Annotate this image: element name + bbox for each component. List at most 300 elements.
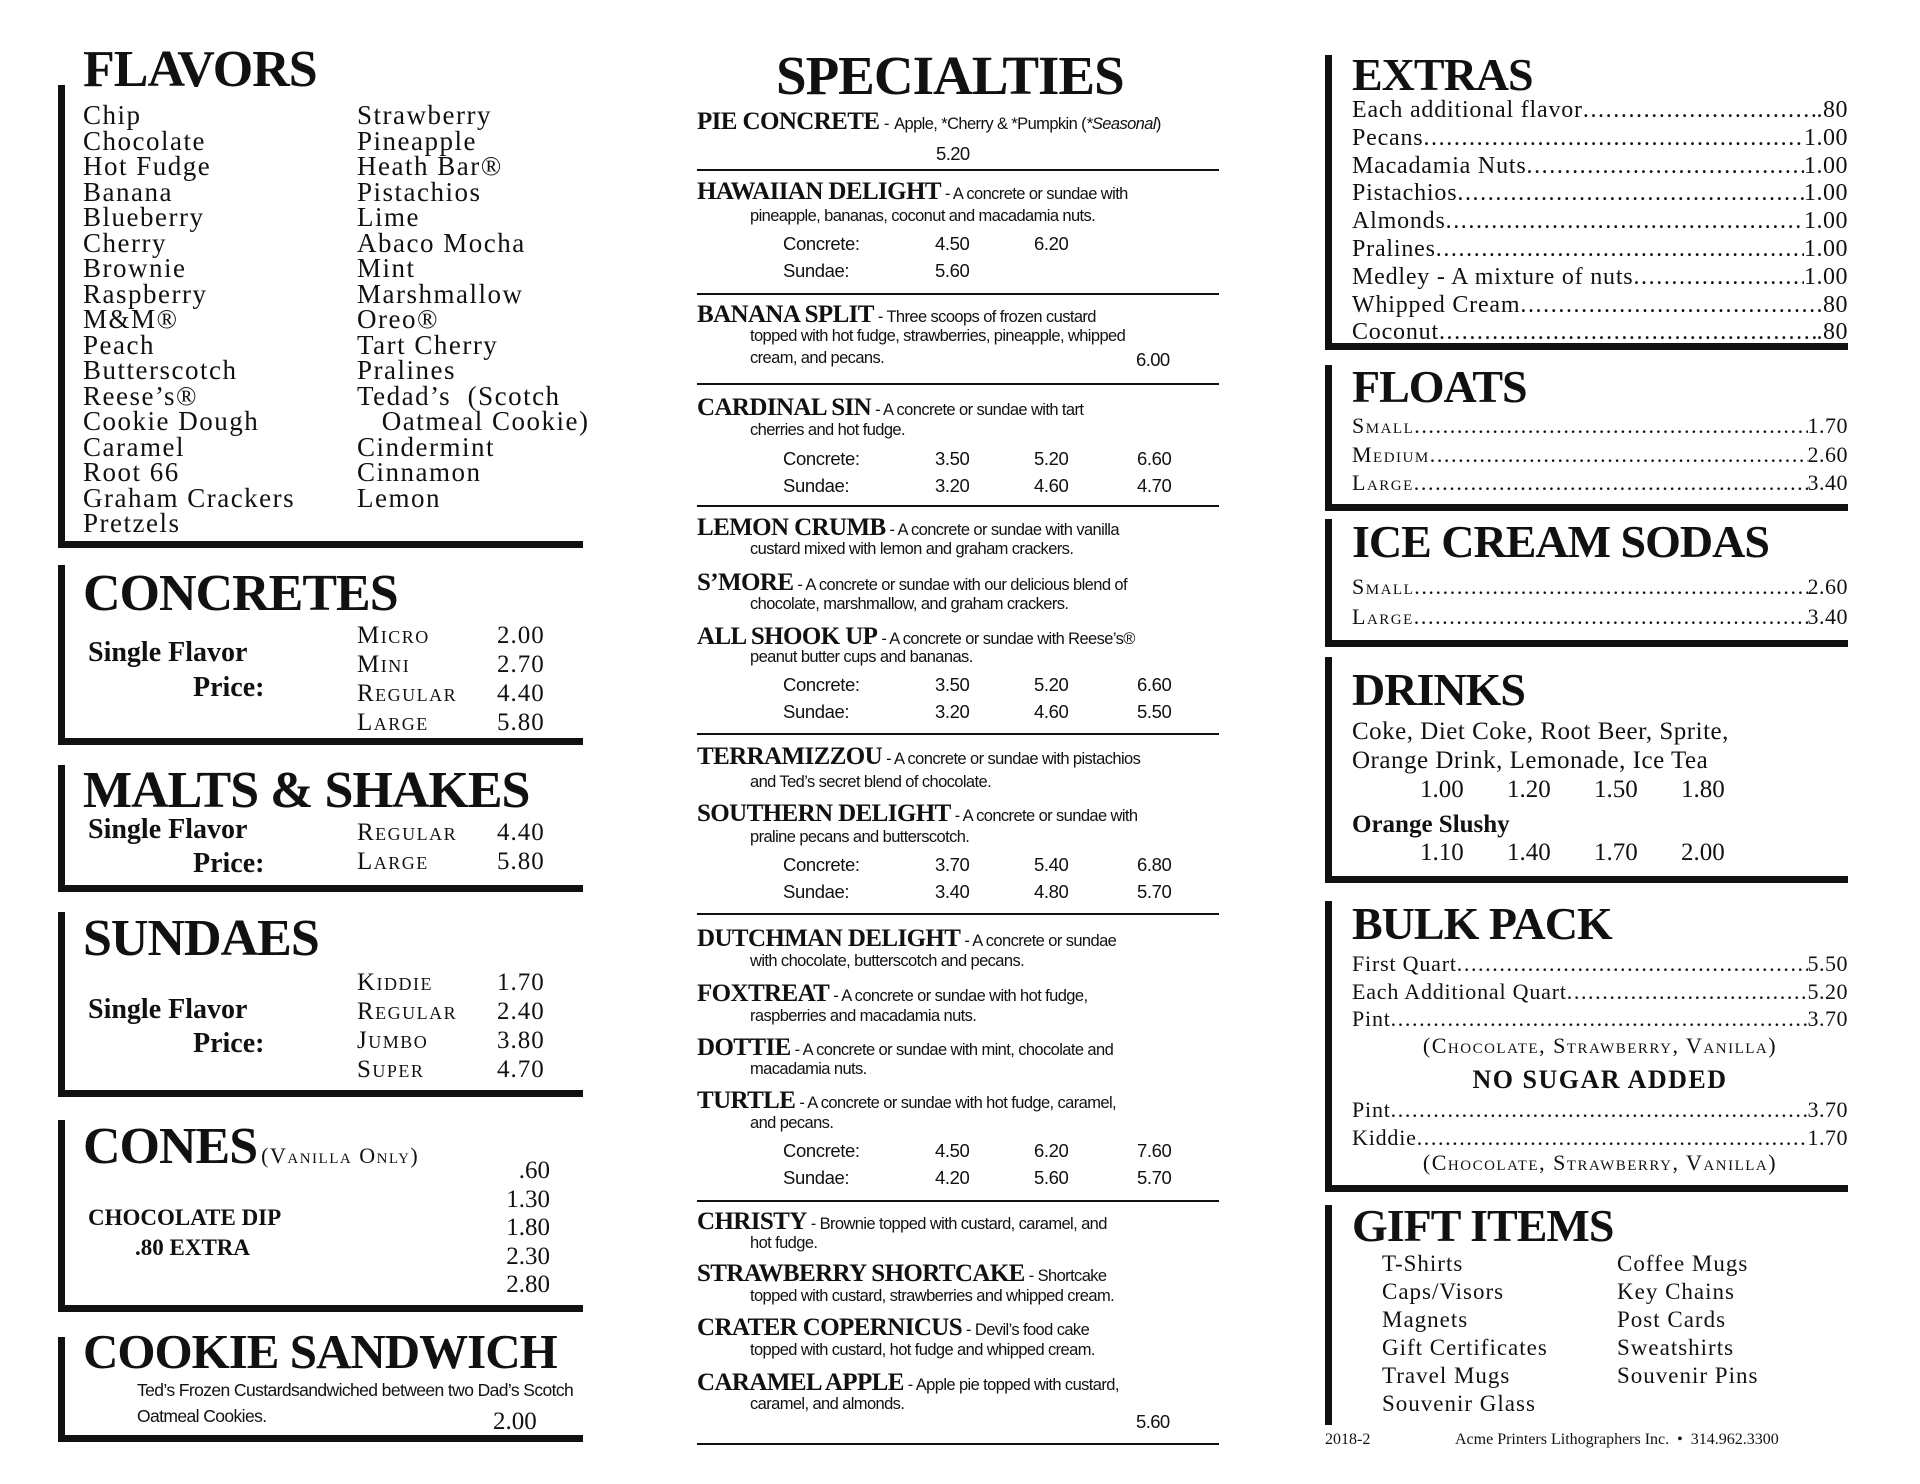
flavors-title: FLAVORS: [83, 41, 317, 98]
dot-leader: [1391, 1096, 1808, 1124]
malts-size-table: [357, 818, 545, 876]
specialty-desc: - Three scoops of frozen custard: [873, 308, 1096, 326]
item-price: .80: [1816, 291, 1848, 318]
price-line: [1352, 264, 1848, 292]
item-price: 3.40: [1807, 604, 1848, 629]
specialty-name: LEMON CRUMB: [697, 514, 886, 541]
specialty-southern: [697, 802, 1237, 829]
specialties-title: SPECIALTIES: [776, 45, 1124, 106]
flavor-item: Caramel: [83, 431, 185, 462]
price-table-value: 5.20: [1034, 674, 1069, 695]
item-name: Almonds: [1352, 208, 1446, 235]
specialty-name: STRAWBERRY SHORTCAKE: [697, 1260, 1025, 1287]
specialty-name: S’MORE: [697, 569, 794, 596]
sundaes-label: Single Flavor: [88, 994, 248, 1025]
flavor-item: Pralines: [357, 355, 456, 385]
chocolate-dip-label: CHOCOLATE DIP: [88, 1205, 282, 1230]
concretes-title: CONCRETES: [83, 565, 398, 622]
specialty-desc: - A concrete or sundae with vanilla: [885, 521, 1119, 539]
no-sugar-list: [1352, 1096, 1848, 1151]
item-name: Small: [1352, 574, 1415, 599]
orange-slushy-label: Orange Slushy: [1352, 811, 1510, 838]
item-price: 1.00: [1804, 235, 1848, 262]
specialty-desc-line: 6.00: [1136, 349, 1170, 370]
item-price: 5.50: [1807, 951, 1848, 976]
cookie-desc-line-2: Oatmeal Cookies.: [137, 1406, 267, 1426]
size-name: Regular: [357, 998, 458, 1025]
no-sugar-added-label: NO SUGAR ADDED: [1472, 1065, 1728, 1094]
specialty-desc: - Apple pie topped with custard,: [903, 1376, 1119, 1394]
specialty-name: DUTCHMAN DELIGHT: [697, 925, 961, 952]
printer-credit: Acme Printers Lithographers Inc. • 314.962.3300: [1455, 1431, 1779, 1448]
price-line: [1352, 153, 1848, 181]
specialty-desc-line: caramel, and almonds.: [750, 1395, 905, 1413]
cookie-desc-line-1: Ted’s Frozen Custardsandwiched between two Dad’s Scotch: [137, 1380, 574, 1400]
item-name: Coconut: [1352, 319, 1439, 346]
size-name: Jumbo: [357, 1027, 429, 1054]
item-name: First Quart: [1352, 951, 1457, 976]
item-name: Each additional flavor: [1352, 97, 1583, 123]
size-row: [357, 968, 545, 997]
price-table-label: Concrete:: [783, 233, 860, 254]
bulk-pack-title: BULK PACK: [1352, 898, 1612, 949]
price-line: [1352, 1124, 1848, 1152]
specialty-caramel: [697, 1371, 1237, 1398]
sodas-title: ICE CREAM SODAS: [1352, 516, 1769, 567]
size-row: [357, 650, 545, 679]
drink-price: 1.40: [1507, 839, 1551, 866]
price-line: [1352, 572, 1848, 602]
seasonal-note: *Seasonal: [1086, 115, 1156, 133]
specialty-dutch: [697, 927, 1237, 954]
cones-title: CONES: [83, 1118, 258, 1175]
sundaes-size-table: [357, 968, 545, 1084]
item-name: Each Additional Quart: [1352, 978, 1567, 1004]
price-table-value: 5.60: [935, 259, 970, 281]
drinks-prices: [1420, 776, 1768, 804]
item-price: 1.00: [1804, 208, 1848, 235]
size-price: 2.70: [497, 651, 545, 678]
item-name: Macadamia Nuts: [1352, 152, 1527, 179]
price-line: [1352, 1096, 1848, 1124]
dot-leader: [1430, 441, 1808, 470]
price-table-label: Concrete:: [783, 1140, 860, 1161]
gift-item: Magnets: [1382, 1307, 1469, 1332]
bulk-flavors-note: (Chocolate, Strawberry, Vanilla): [1422, 1033, 1778, 1058]
price-table-value: 3.50: [935, 448, 970, 469]
specialty-name: CARAMEL APPLE: [697, 1369, 904, 1396]
specialty-hawaiian: [697, 180, 1237, 207]
sundaes-price-label: Price:: [193, 1028, 265, 1059]
flavor-item: Marshmallow: [357, 278, 524, 309]
specialty-name: TERRAMIZZOU: [697, 743, 883, 770]
price-line: [1352, 469, 1848, 498]
item-price: 1.70: [1807, 1124, 1848, 1150]
price-table-label: Concrete:: [783, 674, 860, 695]
specialty-desc-line: and pecans.: [750, 1114, 834, 1132]
flavor-item: Oreo®: [357, 304, 439, 334]
price-table-value: 4.70: [1137, 474, 1172, 496]
specialty-desc-line: hot fudge.: [750, 1234, 818, 1252]
section-divider: [697, 169, 1219, 171]
size-row: [357, 679, 545, 708]
specialty-name: CRATER COPERNICUS: [697, 1314, 963, 1341]
gift-item: Travel Mugs: [1382, 1363, 1511, 1388]
floats-list: [1352, 412, 1848, 498]
size-price: 5.80: [497, 709, 545, 736]
gift-item: Post Cards: [1617, 1307, 1727, 1332]
dot-leader: [1436, 236, 1804, 264]
specialty-desc-line: raspberries and macadamia nuts.: [750, 1007, 977, 1025]
item-price: 2.60: [1807, 441, 1848, 467]
size-price: 5.80: [497, 848, 545, 875]
concretes-label: Single Flavor: [88, 637, 248, 668]
specialty-desc-close: ): [1155, 115, 1162, 133]
item-price: 1.00: [1804, 180, 1848, 207]
specialty-desc-line: 5.60: [1136, 1411, 1170, 1432]
section-divider: [697, 733, 1219, 735]
gift-item: Souvenir Pins: [1617, 1363, 1759, 1388]
specialty-name: SOUTHERN DELIGHT: [697, 800, 951, 827]
gift-item: Coffee Mugs: [1617, 1251, 1749, 1276]
specialty-name: PIE CONCRETE: [697, 108, 880, 135]
item-name: Large: [1352, 604, 1414, 629]
size-row: [357, 847, 545, 876]
gift-item: Gift Certificates: [1382, 1335, 1548, 1360]
specialty-banana: [697, 303, 1237, 330]
price-line: [1352, 180, 1848, 208]
concretes-size-table: [357, 621, 545, 737]
drinks-title: DRINKS: [1352, 664, 1525, 715]
price-table-value: 5.20: [1034, 448, 1069, 469]
price-table-label: Concrete:: [783, 448, 860, 469]
flavor-item: Brownie: [83, 253, 187, 283]
specialty-desc: - A concrete or sundae with: [950, 807, 1138, 825]
specialty-cardinal: [697, 396, 1237, 423]
specialty-pie: [697, 110, 1161, 137]
orange-slushy-prices: [1420, 839, 1768, 867]
price-table-value: 6.60: [1137, 448, 1172, 469]
price-line: [1352, 208, 1848, 236]
dot-leader: [1567, 978, 1808, 1006]
price-table-value: 5.70: [1137, 880, 1172, 902]
specialty-name: TURTLE: [697, 1087, 796, 1114]
flavor-item: Pineapple: [357, 125, 477, 156]
specialty-name: CARDINAL SIN: [697, 394, 872, 421]
specialty-smore: [697, 571, 1237, 598]
size-price: 4.70: [497, 1056, 545, 1083]
gift-item: Key Chains: [1617, 1279, 1735, 1304]
cones-subtitle: (Vanilla Only): [261, 1143, 420, 1168]
specialty-dash: -: [879, 115, 895, 133]
drink-price: 1.50: [1594, 776, 1638, 803]
price-table-value: 6.80: [1137, 854, 1172, 875]
size-price: 4.40: [497, 680, 545, 707]
flavor-item: Lemon: [357, 482, 441, 513]
specialty-desc: - A concrete or sundae with: [940, 185, 1128, 203]
drink-price: 1.70: [1594, 839, 1638, 866]
specialty-desc-line: 5.20: [936, 143, 970, 164]
specialty-desc-line: chocolate, marshmallow, and graham crackers.: [750, 595, 1069, 613]
specialty-name: FOXTREAT: [697, 980, 830, 1007]
item-name: Small: [1352, 413, 1415, 438]
specialty-desc-line: praline pecans and butterscotch.: [750, 828, 970, 846]
size-name: Large: [357, 709, 429, 736]
specialty-turtle: [697, 1089, 1237, 1116]
price-table-value: 6.60: [1137, 674, 1172, 695]
specialty-desc: - Brownie topped with custard, caramel, and: [806, 1215, 1107, 1233]
flavor-item: Heath Bar®: [357, 151, 503, 181]
price-line: [1352, 97, 1848, 125]
extras-list: [1352, 97, 1848, 347]
specialty-name: HAWAIIAN DELIGHT: [697, 178, 941, 205]
gift-list-right: [1617, 1250, 1758, 1390]
size-row: [357, 818, 545, 847]
price-table-value: 4.50: [935, 1140, 970, 1161]
size-name: Mini: [357, 651, 411, 678]
flavor-item: Peach: [83, 329, 155, 360]
chocolate-dip-price: .80 EXTRA: [135, 1235, 251, 1260]
dot-leader: [1526, 153, 1804, 181]
price-table-label: Sundae:: [783, 880, 850, 902]
size-name: Micro: [357, 622, 430, 649]
price-table-label: Sundae:: [783, 259, 850, 281]
price-table-value: 7.60: [1137, 1140, 1172, 1161]
specialty-desc-line: with chocolate, butterscotch and pecans.: [750, 952, 1025, 970]
flavor-item: Reese’s®: [83, 380, 198, 411]
flavor-item: Chip: [83, 100, 142, 130]
cone-price: 1.80: [506, 1214, 550, 1241]
size-name: Kiddie: [357, 969, 434, 996]
specialty-desc-line: peanut butter cups and bananas.: [750, 648, 973, 666]
price-table-value: 6.20: [1034, 233, 1069, 254]
price-table-value: 5.70: [1137, 1166, 1172, 1188]
dot-leader: [1457, 180, 1804, 208]
specialty-lemon: [697, 516, 1237, 543]
item-name: Medium: [1352, 441, 1430, 467]
flavor-item: Cherry: [83, 227, 167, 258]
flavor-item: Hot Fudge: [83, 151, 212, 181]
no-sugar-flavors-note: (Chocolate, Strawberry, Vanilla): [1422, 1150, 1778, 1175]
gift-item: Souvenir Glass: [1382, 1391, 1536, 1416]
item-price: 2.60: [1807, 574, 1848, 599]
item-name: Pralines: [1352, 235, 1436, 262]
flavor-item: Cinnamon: [357, 457, 482, 487]
section-divider: [697, 1200, 1219, 1202]
price-line: [1352, 1005, 1848, 1033]
drink-price: 1.80: [1681, 776, 1725, 803]
item-name: Whipped Cream: [1352, 291, 1521, 318]
dot-leader: [1457, 950, 1808, 978]
price-line: [1352, 978, 1848, 1006]
malts-title: MALTS & SHAKES: [83, 762, 530, 819]
flavor-item: Lime: [357, 202, 420, 232]
drinks-line-2: Orange Drink, Lemonade, Ice Tea: [1352, 747, 1709, 774]
drink-price: 2.00: [1681, 839, 1725, 866]
dot-leader: [1423, 125, 1804, 153]
bulk-pack-list: [1352, 950, 1848, 1033]
price-line: [1352, 441, 1848, 470]
specialty-desc-line: custard mixed with lemon and graham crackers.: [750, 540, 1074, 558]
price-line: [1352, 236, 1848, 264]
price-table-value: 3.20: [935, 474, 970, 496]
section-divider: [697, 383, 1219, 385]
price-table-label: Sundae:: [783, 700, 850, 722]
size-row: [357, 1026, 545, 1055]
price-line: [1352, 292, 1848, 320]
cone-price: 2.80: [506, 1271, 550, 1298]
flavor-item: Tart Cherry: [357, 329, 499, 360]
dot-leader: [1414, 469, 1808, 498]
size-price: 1.70: [497, 969, 545, 996]
drink-price: 1.20: [1507, 776, 1551, 803]
size-name: Regular: [357, 680, 458, 707]
specialty-desc-line: cream, and pecans.: [750, 349, 885, 367]
price-line: [1352, 950, 1848, 978]
price-table-label: Sundae:: [783, 474, 850, 496]
specialty-desc: - A concrete or sundae with hot fudge, caramel,: [795, 1094, 1116, 1112]
item-price: .80: [1816, 97, 1848, 123]
flavor-item: Raspberry: [83, 278, 208, 309]
price-table-value: 3.70: [935, 854, 970, 875]
flavor-item: Pretzels: [83, 508, 181, 538]
specialty-desc-line: topped with custard, hot fudge and whipped cream.: [750, 1341, 1095, 1359]
flavor-item: Cookie Dough: [83, 406, 260, 436]
specialty-desc-line: and Ted’s secret blend of chocolate.: [750, 773, 992, 791]
specialty-desc: - A concrete or sundae with our delicious blend of: [793, 576, 1127, 594]
flavor-item: Mint: [357, 253, 416, 283]
gift-item: Sweatshirts: [1617, 1335, 1735, 1360]
sundaes-title: SUNDAES: [83, 910, 319, 967]
item-price: 3.40: [1807, 470, 1848, 495]
specialty-desc-line: pineapple, bananas, coconut and macadamia nuts.: [750, 207, 1096, 225]
section-divider: [697, 505, 1219, 507]
specialty-desc: - A concrete or sundae with pistachios: [882, 750, 1141, 768]
flavor-item: Strawberry: [357, 100, 492, 130]
price-table-value: 4.80: [1034, 880, 1069, 902]
dot-leader: [1391, 1005, 1808, 1033]
specialty-desc-line: topped with hot fudge, strawberries, pineapple, whipped: [750, 327, 1126, 345]
gift-item: T-Shirts: [1382, 1251, 1464, 1276]
cookie-sandwich-price: 2.00: [493, 1408, 537, 1435]
gift-item: Caps/Visors: [1382, 1279, 1505, 1304]
flavor-item: Pistachios: [357, 176, 482, 207]
specialty-fox: [697, 982, 1237, 1009]
gift-items-title: GIFT ITEMS: [1352, 1200, 1614, 1251]
specialty-desc: - A concrete or sundae with Reese’s®: [877, 630, 1135, 648]
item-price: .80: [1816, 319, 1848, 346]
price-table-label: Concrete:: [783, 854, 860, 875]
drinks-line-1: Coke, Diet Coke, Root Beer, Sprite,: [1352, 718, 1729, 745]
size-name: Super: [357, 1056, 425, 1083]
flavor-item: Root 66: [83, 457, 180, 487]
flavor-item: Blueberry: [83, 202, 205, 232]
flavor-item: Graham Crackers: [83, 482, 296, 513]
dot-leader: [1414, 572, 1807, 602]
item-price: 1.00: [1804, 263, 1848, 290]
malts-price-label: Price:: [193, 848, 265, 879]
price-table-value: 4.50: [935, 233, 970, 254]
size-row: [357, 621, 545, 650]
dot-leader: [1446, 208, 1804, 236]
cone-price: .60: [518, 1157, 550, 1184]
item-price: 3.70: [1807, 1006, 1848, 1031]
specialty-desc-line: cherries and hot fudge.: [750, 421, 905, 439]
cones-price-list: [480, 1157, 550, 1300]
price-table-label: Sundae:: [783, 1166, 850, 1188]
flavors-list-left: [83, 100, 296, 538]
specialty-desc-line: topped with custard, strawberries and whipped cream.: [750, 1287, 1115, 1305]
specialty-christy: [697, 1210, 1237, 1237]
price-table-value: 5.40: [1034, 854, 1069, 875]
specialty-desc: - A concrete or sundae with tart: [871, 401, 1084, 419]
drink-price: 1.00: [1420, 776, 1464, 803]
cone-price: 2.30: [506, 1242, 550, 1270]
specialty-desc: - A concrete or sundae: [960, 932, 1117, 950]
item-name: Medley - A mixture of nuts: [1352, 263, 1634, 290]
size-row: [357, 708, 545, 737]
flavor-item: Butterscotch: [83, 355, 238, 385]
cone-price: 1.30: [506, 1185, 550, 1213]
dot-leader: [1583, 97, 1817, 125]
price-table-value: 6.20: [1034, 1140, 1069, 1161]
specialty-desc: - A concrete or sundae with hot fudge,: [829, 987, 1088, 1005]
flavor-item: Banana: [83, 176, 173, 207]
specialty-name: DOTTIE: [697, 1034, 791, 1061]
specialty-desc: Apple, *Cherry & *Pumpkin (: [894, 115, 1087, 133]
specialty-crater: [697, 1316, 1237, 1343]
price-line: [1352, 602, 1848, 632]
specialty-desc: - Devil’s food cake: [962, 1321, 1090, 1339]
price-table-value: 3.20: [935, 700, 970, 722]
size-price: 3.80: [497, 1027, 545, 1054]
size-name: Regular: [357, 819, 458, 846]
price-table-value: 5.50: [1137, 700, 1172, 722]
section-divider: [697, 1443, 1219, 1445]
price-line: [1352, 125, 1848, 153]
item-price: 1.70: [1807, 413, 1848, 438]
size-name: Large: [357, 848, 429, 875]
specialty-desc: - A concrete or sundae with mint, chocolate and: [790, 1041, 1114, 1059]
item-price: 1.00: [1804, 124, 1848, 151]
item-name: Pint: [1352, 1097, 1391, 1122]
size-price: 4.40: [497, 819, 545, 846]
item-price: 5.20: [1807, 978, 1848, 1004]
flavor-item: Oatmeal Cookie): [357, 406, 590, 436]
price-line: [1352, 319, 1848, 347]
specialty-straw: [697, 1262, 1237, 1289]
dot-leader: [1414, 412, 1807, 441]
dot-leader: [1520, 292, 1816, 320]
extras-title: EXTRAS: [1352, 49, 1533, 100]
drink-price: 1.10: [1420, 839, 1464, 866]
item-price: 1.00: [1804, 152, 1848, 179]
item-name: Pistachios: [1352, 180, 1458, 207]
item-name: Pint: [1352, 1006, 1391, 1031]
specialty-name: ALL SHOOK UP: [697, 623, 878, 650]
flavors-list-right: [357, 100, 590, 513]
specialty-desc: - Shortcake: [1024, 1267, 1107, 1285]
price-table-value: 4.60: [1034, 700, 1069, 722]
malts-label: Single Flavor: [88, 814, 248, 845]
specialty-dottie: [697, 1036, 1237, 1063]
price-table-value: 5.60: [1034, 1166, 1069, 1188]
cones-header: [83, 1118, 420, 1175]
price-line: [1352, 412, 1848, 441]
flavor-item: Cindermint: [357, 431, 495, 462]
size-price: 2.00: [497, 622, 545, 649]
specialty-desc-line: macadamia nuts.: [750, 1060, 867, 1078]
